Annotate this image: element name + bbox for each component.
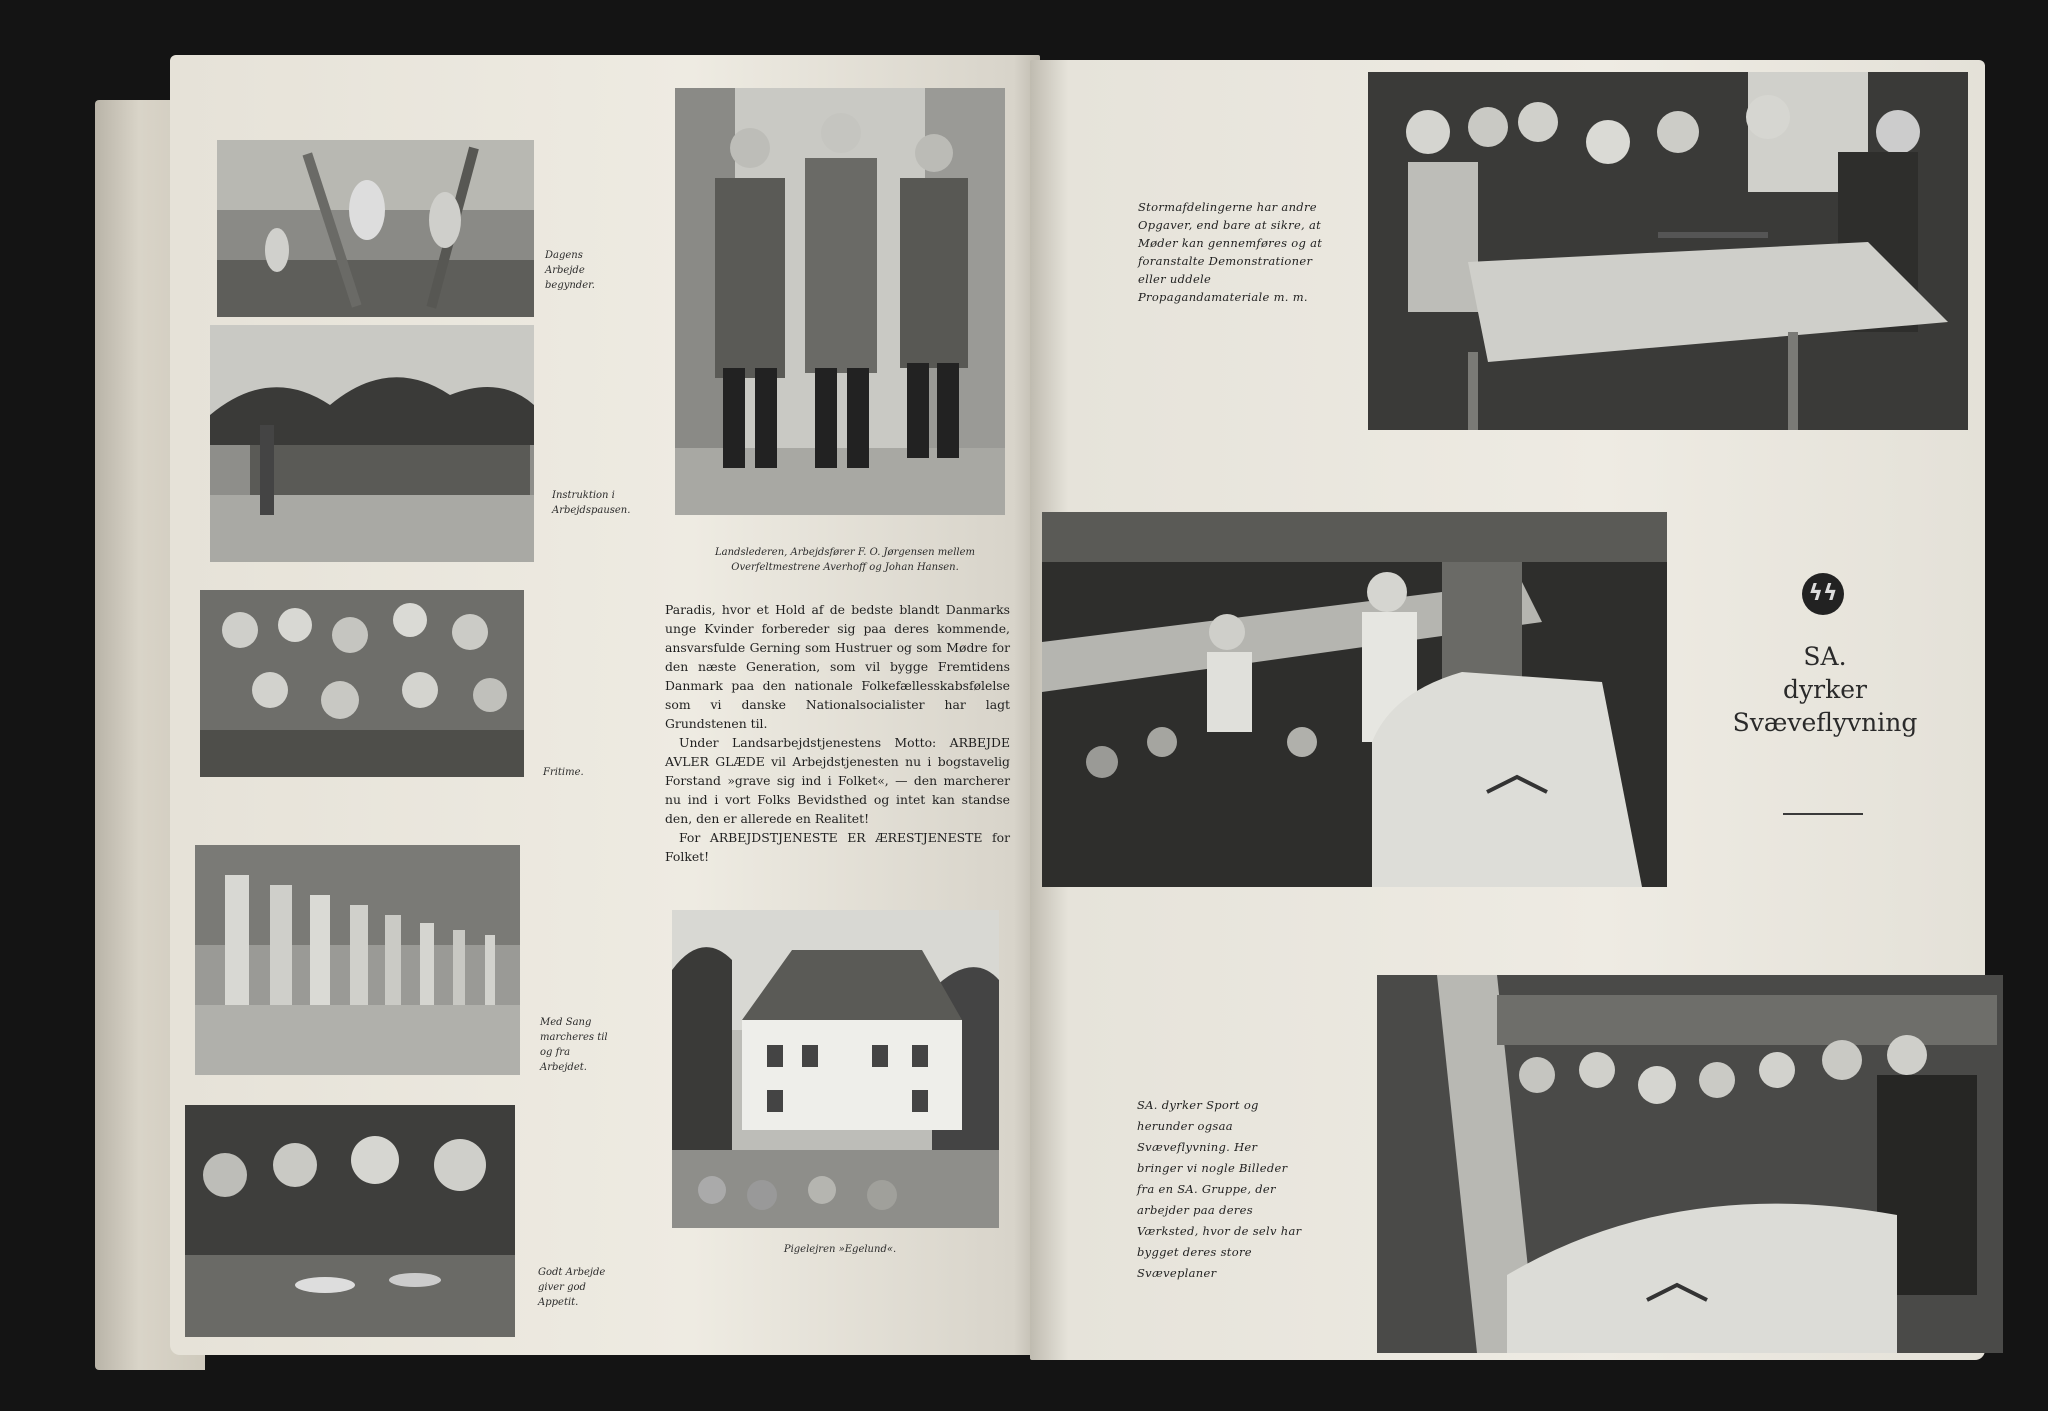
sa-title <box>1680 640 1970 739</box>
caption-girls-camp: Pigelejren »Egelund«. <box>783 1244 897 1255</box>
caption-leaders: Landslederen, Arbejdsfører F. O. Jørgensen mellem Overfeltmestrene Averhoff og Johan Hansen. <box>715 547 975 573</box>
sport-text: SA. dyrker Sport og herunder ogsaa Svæveflyvning. Her bringer vi nogle Billeder fra en SA. Gruppe, der arbejder paa deres Værksted, hvor de selv har bygget deres store Svæveplaner <box>1137 1098 1302 1280</box>
caption-marching: Med Sang marcheres til og fra Arbejdet. <box>540 1017 608 1073</box>
photo-instruction <box>210 325 534 562</box>
photo-glider-fuselage <box>1042 512 1667 887</box>
left-body-text <box>665 600 1010 866</box>
photo-girls-camp <box>672 910 999 1228</box>
body-paragraph-1: Paradis, hvor et Hold af de bedste blandt Danmarks unge Kvinder forbereder sig paa deres kommende, ansvarsfulde Gerning som Hustruer og som Mødre for den næste Generation, som vil bygge Fremtidens Danmark paa den nationale Folkefællesskabsfølelse som vi danske Nationalsocialister har lagt Grundstenen til. <box>665 602 1010 731</box>
sa-title-line-2: dyrker <box>1783 675 1867 704</box>
body-paragraph-2: Under Landsarbejdstjenestens Motto: ARBEJDE AVLER GLÆDE vil Arbejdstjenesten nu i bogstavelig Forstand »grave sig ind i Folket«, — den marcherer nu ind i vort Folks Bevidsthed og intet kan standse den, den er allerede en Realitet! <box>665 735 1010 826</box>
photo-work-begins <box>217 140 534 317</box>
photo-free-time <box>200 590 524 777</box>
caption-free-time: Fritime. <box>543 767 584 778</box>
sa-title-line-1: SA. <box>1803 642 1847 671</box>
photo-marching <box>195 845 520 1075</box>
photo-appetite <box>185 1105 515 1337</box>
sa-title-line-3: Svæveflyvning <box>1732 708 1918 737</box>
photo-model-building <box>1368 72 1968 430</box>
caption-work-begins: Dagens Arbejde begynder. <box>545 250 595 291</box>
caption-appetite: Godt Arbejde giver god Appetit. <box>538 1267 606 1308</box>
title-divider <box>1783 813 1863 815</box>
photo-workshop-group <box>1377 975 2003 1353</box>
storm-text: Stormafdelingerne har andre Opgaver, end bare at sikre, at Møder kan gennemføres og at foranstalte Demonstrationer eller uddele Propagandamateriale m. m. <box>1138 200 1323 304</box>
photo-leaders <box>675 88 1005 515</box>
sa-emblem-icon: ϟϟ <box>1802 573 1844 615</box>
caption-instruction: Instruktion i Arbejdspausen. <box>552 490 631 516</box>
body-paragraph-3: For ARBEJDSTJENESTE ER ÆRESTJENESTE for Folket! <box>665 830 1010 864</box>
